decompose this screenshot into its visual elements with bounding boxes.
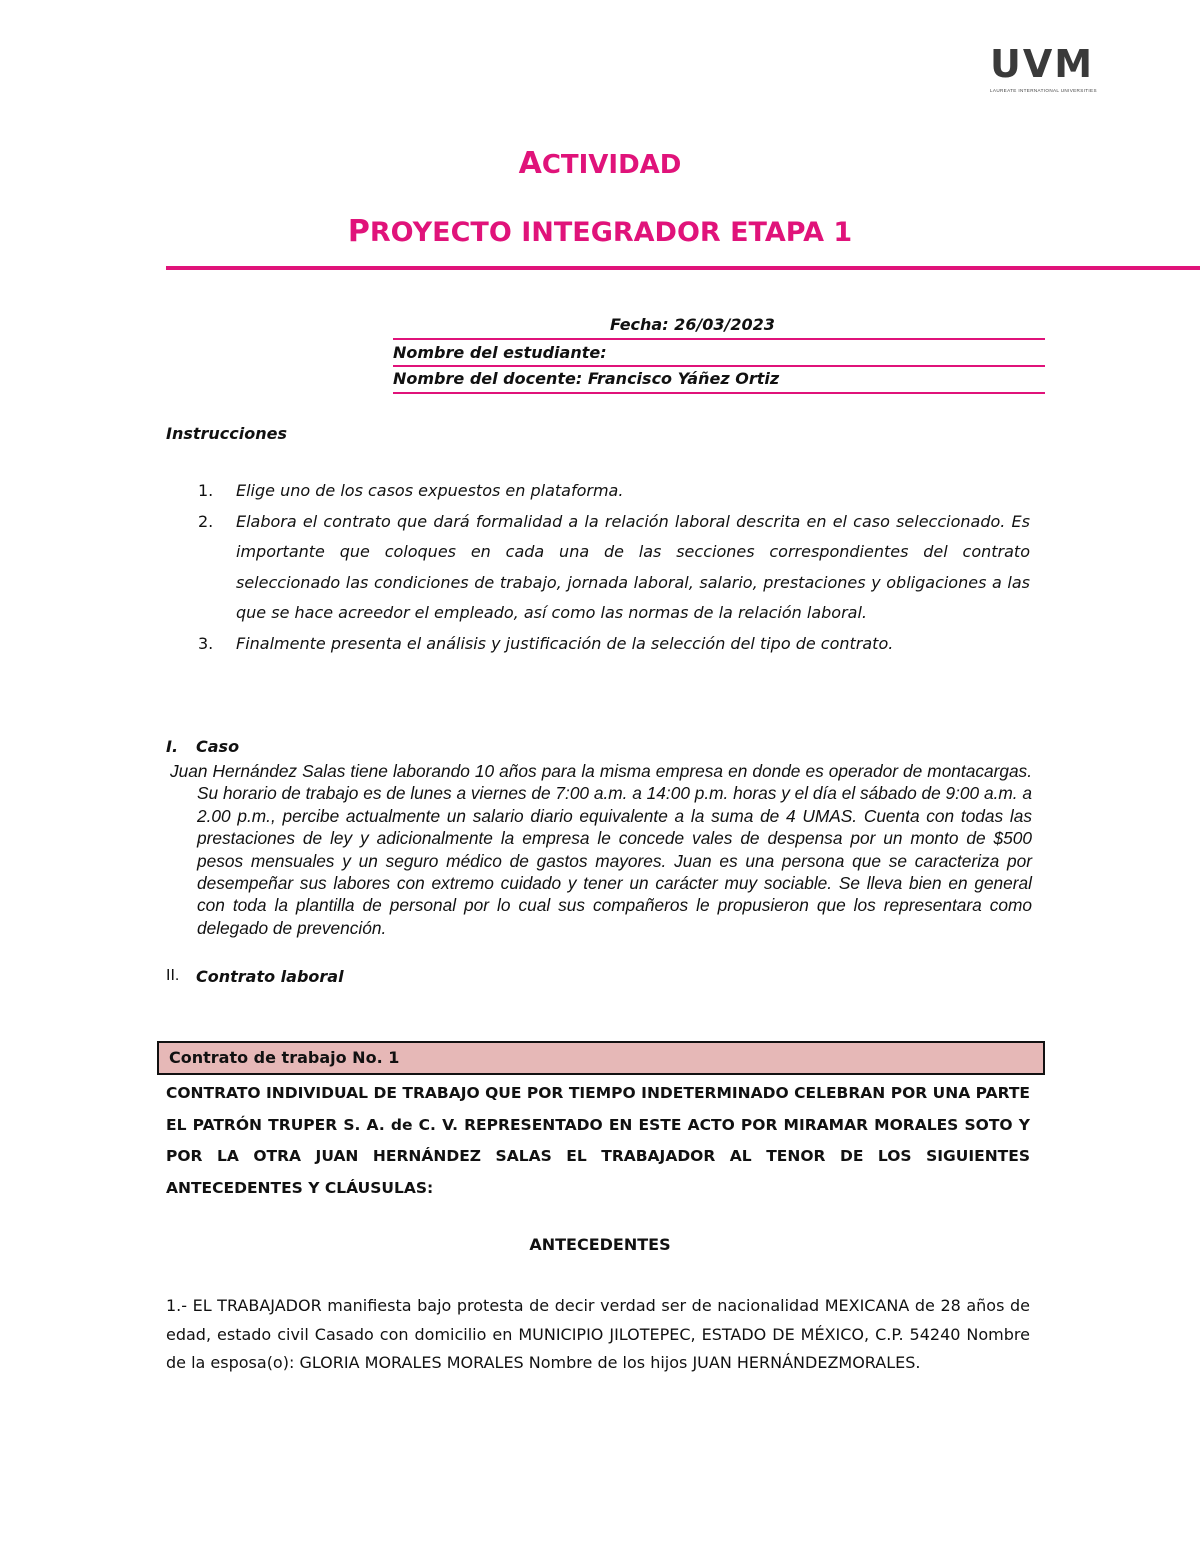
page-title: [0, 146, 1200, 181]
uvm-logo: [990, 44, 1114, 93]
list-item-number: 1.: [198, 481, 214, 500]
title-initial: A: [518, 146, 542, 181]
contract-title-box: [157, 1041, 1045, 1075]
teacher-name-field: Nombre del docente: Francisco Yáñez Ortiz: [393, 369, 1045, 394]
contract-box-title: Contrato de trabajo No. 1: [169, 1048, 400, 1067]
instructions-list: [166, 476, 1030, 659]
fecha-field: Fecha: 26/03/2023: [393, 315, 1045, 340]
subtitle-initial: P: [347, 214, 370, 249]
contract-label: Contrato laboral: [196, 967, 344, 986]
logo-subtitle: LAUREATE INTERNATIONAL UNIVERSITIES: [990, 88, 1097, 93]
list-item-number: 3.: [198, 633, 214, 653]
list-item: [166, 476, 1030, 507]
logo-mark: UVM: [990, 42, 1095, 86]
student-name-field: Nombre del estudiante:: [393, 343, 1045, 367]
list-item-number: 2.: [198, 511, 214, 531]
list-item-text: Elige uno de los casos expuestos en plataforma.: [236, 481, 624, 500]
title-rest: CTIVIDAD: [541, 150, 682, 180]
contract-heading: [166, 967, 344, 986]
contract-numeral: II.: [166, 967, 180, 984]
list-item: [166, 507, 1030, 629]
list-item-text: Finalmente presenta el análisis y justificación de la selección del tipo de contrato.: [236, 633, 894, 653]
title-divider: [166, 266, 1200, 270]
case-text: Juan Hernández Salas tiene laborando 10 años para la misma empresa en donde es operador de montacargas. Su horario de trabajo es de lunes a viernes de 7:00 a.m. a 14:00 p.m. horas y el día el sábado de 9:00 a.m. a 2.00 p.m., percibe actualmente un salario diario equivalente a la suma de 4 UMAS. Cuenta con todas las prestaciones de ley y adicionalmente la empresa le concede vales de despensa por un monto de $500 pesos mensuales y un seguro médico de gastos mayores. Juan es una persona que se caracteriza por desempeñar sus labores con extremo cuidado y tener un carácter muy sociable. Se lleva bien en general con toda la plantilla de personal por lo cual sus compañeros le propusieron que los representara como delegado de prevención.: [170, 761, 1032, 938]
list-item-text: Elabora el contrato que dará formalidad a la relación laboral descrita en el caso seleccionado. Es importante que coloques en cada una de las secciones correspondientes del contrato seleccionado las condiciones de trabajo, jornada laboral, salario, prestaciones y obligaciones a las que se hace acreedor el empleado, así como las normas de la relación laboral.: [236, 511, 1030, 622]
case-numeral: I.: [166, 737, 179, 756]
list-item: [166, 629, 1030, 660]
subtitle-rest: ROYECTO INTEGRADOR ETAPA 1: [369, 217, 853, 248]
antecedente-paragraph: 1.- EL TRABAJADOR manifiesta bajo protesta de decir verdad ser de nacionalidad MEXICANA de 28 años de edad, estado civil Casado con domicilio en MUNICIPIO JILOTEPEC, ESTADO DE MÉXICO, C.P. 54240 Nombre de la esposa(o): GLORIA MORALES MORALES Nombre de los hijos JUAN HERNÁNDEZMORALES.: [166, 1296, 1030, 1372]
page-subtitle: [0, 214, 1200, 249]
contract-intro: CONTRATO INDIVIDUAL DE TRABAJO QUE POR TIEMPO INDETERMINADO CELEBRAN POR UNA PARTE EL PATRÓN TRUPER S. A. de C. V. REPRESENTADO EN ESTE ACTO POR MIRAMAR MORALES SOTO Y POR LA OTRA JUAN HERNÁNDEZ SALAS EL TRABAJADOR AL TENOR DE LOS SIGUIENTES ANTECEDENTES Y CLÁUSULAS:: [166, 1084, 1030, 1197]
instructions-label: Instrucciones: [166, 424, 288, 443]
case-heading: [166, 737, 239, 756]
case-label: Caso: [196, 737, 240, 756]
antecedentes-heading: ANTECEDENTES: [529, 1235, 671, 1254]
